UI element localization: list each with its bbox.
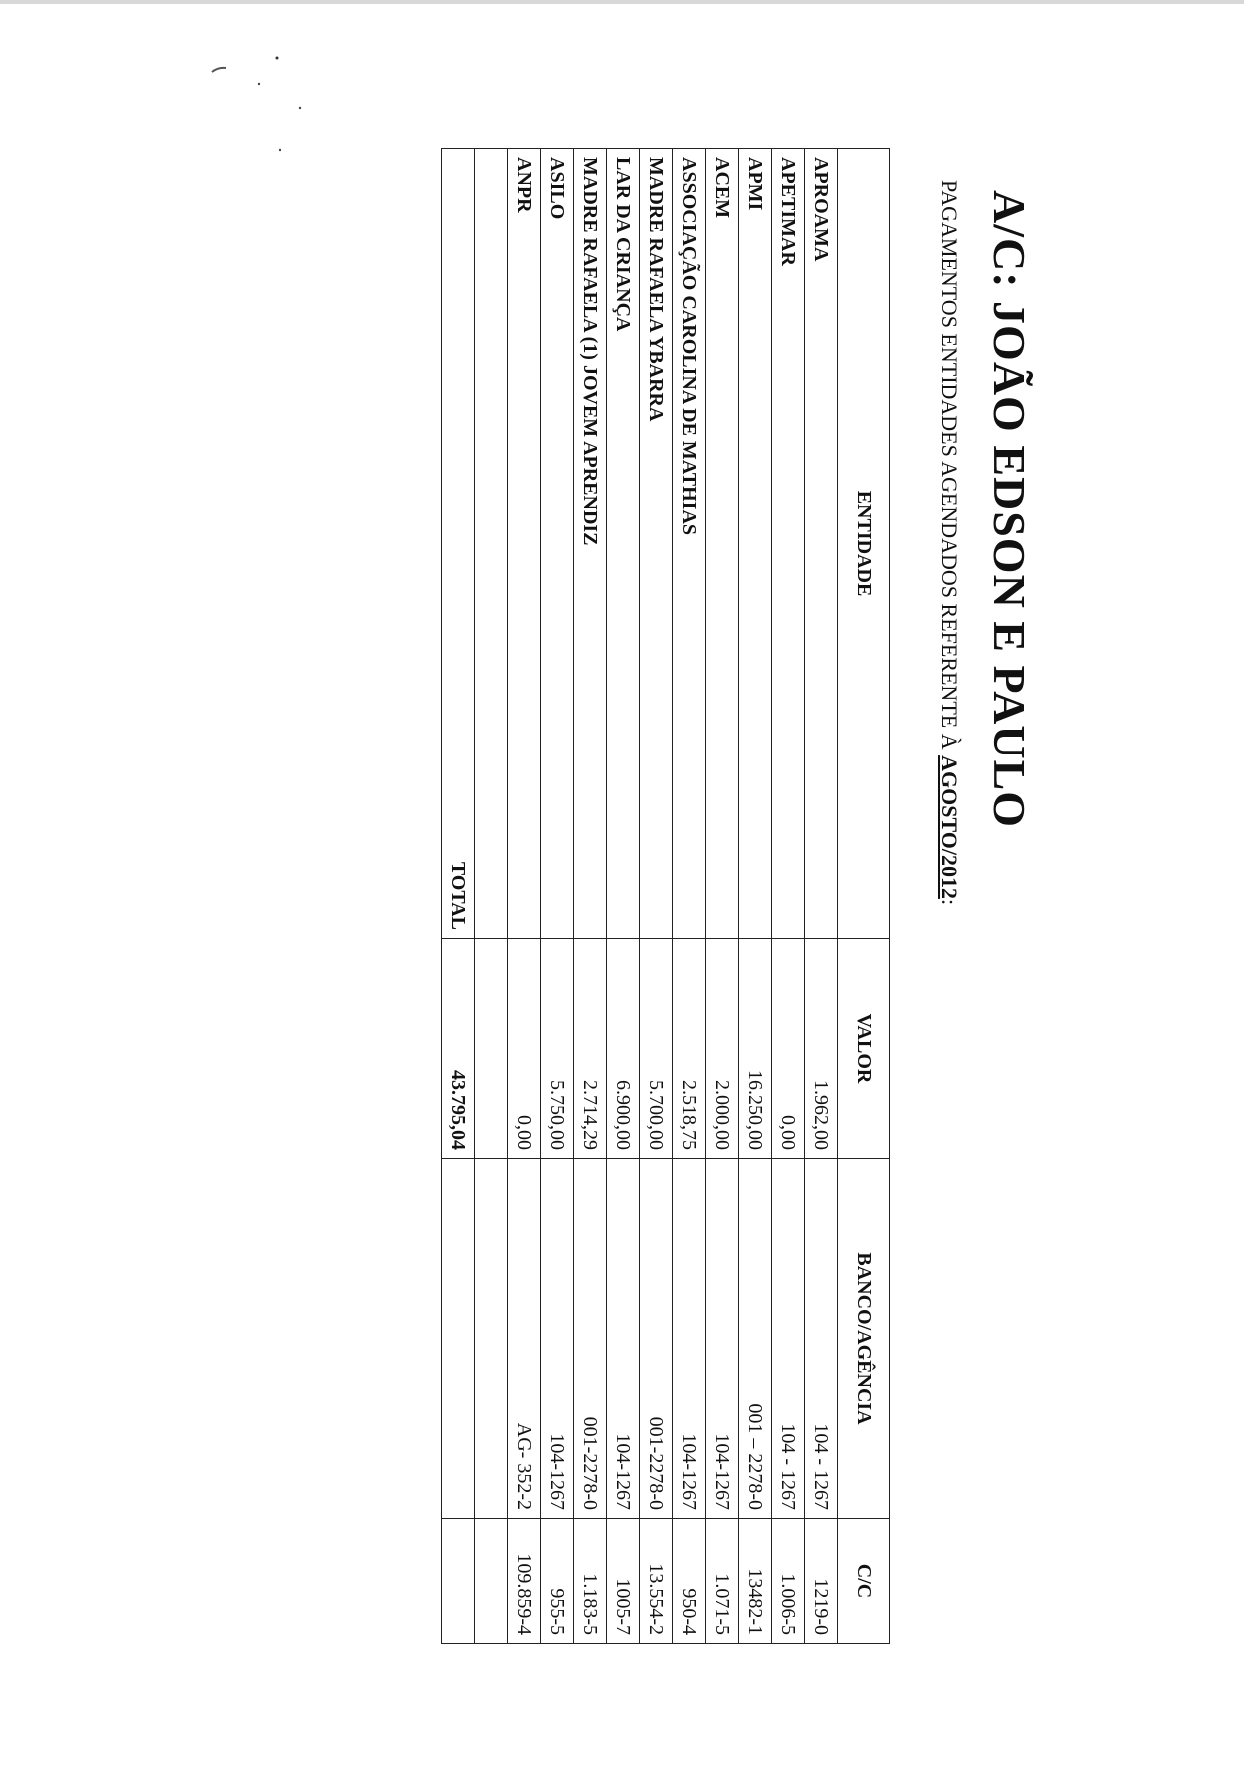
table-row-empty — [475, 149, 508, 1644]
cell-cc: 1.183-5 — [574, 1519, 607, 1644]
cell-valor: 16.250,00 — [739, 939, 772, 1159]
table-row — [805, 149, 838, 1644]
cell-cc: 1.071-5 — [706, 1519, 739, 1644]
cell-cc: 109.859-4 — [508, 1519, 541, 1644]
subtitle-reference-month: AGOSTO/2012 — [937, 755, 962, 899]
cell-banco: 001-2278-0 — [574, 1159, 607, 1519]
cell-banco: 104-1267 — [706, 1159, 739, 1519]
cell-entidade: ASILO — [541, 149, 574, 939]
cell-entidade: MADRE RAFAELA (1) JOVEM APRENDIZ — [574, 149, 607, 939]
table-row — [574, 149, 607, 1644]
table-row — [640, 149, 673, 1644]
cell-cc: 1005-7 — [607, 1519, 640, 1644]
payments-table — [441, 148, 890, 1644]
table-row — [508, 149, 541, 1644]
table-row — [739, 149, 772, 1644]
header-valor: VALOR — [838, 939, 890, 1159]
header-banco-agencia: BANCO/AGÊNCIA — [838, 1159, 890, 1519]
cell-banco: 104 - 1267 — [772, 1159, 805, 1519]
cell-entidade: ANPR — [508, 149, 541, 939]
cell-banco: 104-1267 — [673, 1159, 706, 1519]
cell-banco: 001 – 2278-0 — [739, 1159, 772, 1519]
cell-banco: 104-1267 — [541, 1159, 574, 1519]
cell-entidade — [475, 149, 508, 939]
table-row — [772, 149, 805, 1644]
cell-banco: AG- 352-2 — [508, 1159, 541, 1519]
cell-cc: 950-4 — [673, 1519, 706, 1644]
cell-entidade: APROAMA — [805, 149, 838, 939]
cell-valor: 2.518,75 — [673, 939, 706, 1159]
total-label: TOTAL — [442, 149, 475, 939]
cell-cc: 955-5 — [541, 1519, 574, 1644]
cell-entidade: LAR DA CRIANÇA — [607, 149, 640, 939]
cell-entidade: ASSOCIAÇÃO CAROLINA DE MATHIAS — [673, 149, 706, 939]
cell-entidade: ACEM — [706, 149, 739, 939]
table-header-row — [838, 149, 890, 1644]
table-row — [673, 149, 706, 1644]
cell-cc: 13.554-2 — [640, 1519, 673, 1644]
cell-valor: 0,00 — [508, 939, 541, 1159]
table-row — [607, 149, 640, 1644]
cell-banco — [442, 1159, 475, 1519]
document-subtitle — [936, 180, 962, 1180]
cell-cc: 13482-1 — [739, 1519, 772, 1644]
cell-valor: 0,00 — [772, 939, 805, 1159]
cell-valor: 2.000,00 — [706, 939, 739, 1159]
cell-cc — [442, 1519, 475, 1644]
cell-cc — [475, 1519, 508, 1644]
header-cc: C/C — [838, 1519, 890, 1644]
subtitle-colon: : — [937, 898, 962, 906]
cell-valor: 2.714,29 — [574, 939, 607, 1159]
cell-entidade: MADRE RAFAELA YBARRA — [640, 149, 673, 939]
cell-valor: 5.700,00 — [640, 939, 673, 1159]
table-row — [706, 149, 739, 1644]
header-entidade: ENTIDADE — [838, 149, 890, 939]
cell-cc: 1.006-5 — [772, 1519, 805, 1644]
cell-cc: 1219-0 — [805, 1519, 838, 1644]
cell-entidade: APMI — [739, 149, 772, 939]
cell-banco — [475, 1159, 508, 1519]
cell-banco: 104 - 1267 — [805, 1159, 838, 1519]
cell-valor: 5.750,00 — [541, 939, 574, 1159]
cell-valor: 1.962,00 — [805, 939, 838, 1159]
cell-entidade: APETIMAR — [772, 149, 805, 939]
subtitle-text: PAGAMENTOS ENTIDADES AGENDADOS REFERENTE À — [937, 180, 962, 756]
total-row — [442, 149, 475, 1644]
document-title: A/C: JOÃO EDSON E PAULO — [984, 190, 1035, 829]
cell-valor — [475, 939, 508, 1159]
table-row — [541, 149, 574, 1644]
cell-banco: 104-1267 — [607, 1159, 640, 1519]
cell-valor: 6.900,00 — [607, 939, 640, 1159]
cell-banco: 001-2278-0 — [640, 1159, 673, 1519]
total-value: 43.795,04 — [442, 939, 475, 1159]
